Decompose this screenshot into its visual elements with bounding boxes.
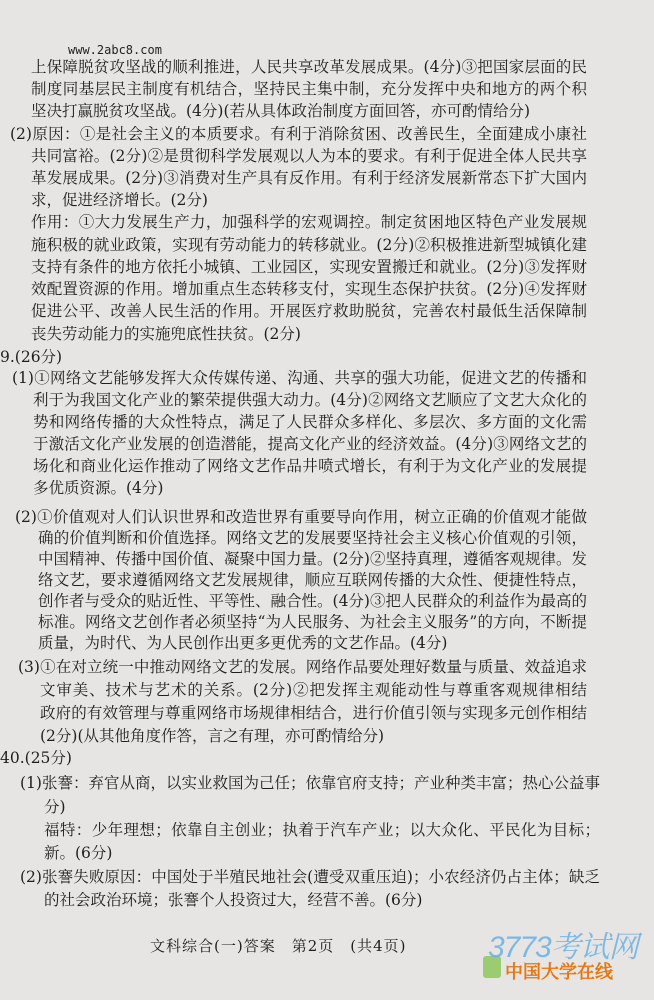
page-footer: 文科综合(一)答案 第2页 (共4页) [150, 937, 407, 955]
text-line: 坚决打赢脱贫攻坚战。(4分)(若从具体政治制度方面回答，亦可酌情给分) [31, 102, 531, 120]
text-line: 确的价值判断和价值选择。网络文艺的发展要坚持社会主义核心价值观的引领， [38, 529, 587, 547]
text-line: 质量，为时代、为人民创作出更多更优秀的文艺作品。(4分) [38, 634, 448, 652]
sub-question-heading: (1)张謇：弃官从商，以实业救国为己任；依靠官府支持；产业种类丰富；热心公益事 [20, 774, 600, 792]
text-line: 效配置资源的作用。增加重点生态转移支付，实现生态保护扶贫。(2分)④发挥财 [31, 280, 587, 298]
text-line: 势和网络传播的大众性特点，满足了人民群众多样化、多层次、多方面的文化需 [33, 413, 587, 431]
sub-question-heading: (2)①价值观对人们认识世界和改造世界有重要导向作用，树立正确的价值观才能做 [15, 508, 587, 526]
watermark-url: www.2abc8.com [68, 43, 162, 57]
text-line: 于激活文化产业发展的创造潜能，提高文化产业的经济效益。(4分)③网络文艺的 [33, 435, 587, 453]
text-line: 促进公平、改善人民生活的作用。开展医疗救助脱贫，完善农村最低生活保障制 [31, 302, 587, 320]
text-line: 福特：少年理想；依靠自主创业；执着于汽车产业；以大众化、平民化为目标； [44, 821, 600, 839]
sub-question-heading: (3)①在对立统一中推动网络文艺的发展。网络作品要处理好数量与质量、效益追求 [18, 658, 587, 676]
text-line: 求，促进经济增长。(2分) [31, 191, 208, 209]
text-line: 文审美、技术与艺术的关系。(2分)②把发挥主观能动性与尊重客观规律相结 [40, 681, 587, 699]
text-line: 施积极的就业政策，实现有劳动能力的转移就业。(2分)②积极推进新型城镇化建 [31, 236, 587, 254]
text-line: 场化和商业化运作推动了网络文艺作品井喷式增长，有利于为文化产业的发展提 [33, 457, 587, 475]
text-line: 利于为我国文化产业的繁荣提供强大动力。(4分)②网络文艺顺应了文艺大众化的 [33, 391, 587, 409]
site-logo: 3773考试网 [488, 931, 638, 964]
question-number: 9.(26分) [0, 348, 63, 366]
partner-logo: 中国大学在线 [505, 962, 613, 982]
text-line: 支持有条件的地方依托小城镇、工业园区，实现安置搬迁和就业。(2分)③发挥财 [31, 258, 587, 276]
question-number: 40.(25分) [0, 749, 72, 767]
text-line: 共同富裕。(2分)②是贯彻科学发展观以人为本的要求。有利于促进全体人民共享 [31, 147, 587, 165]
text-line: 政府的有效管理与尊重网络市场规律相结合，进行价值引领与实现多元创作相结 [40, 704, 587, 722]
text-line: 丧失劳动能力的实施兜底性扶贫。(2分) [31, 325, 301, 343]
text-line: 新。(6分) [44, 844, 113, 862]
text-line: 的社会政治环境；张謇个人投资过大，经营不善。(6分) [44, 891, 423, 909]
text-line: 制度同基层民主制度有机结合，坚持民主集中制，充分发挥中央和地方的两个积 [31, 80, 587, 98]
text-line: 创作者与受众的贴近性、平等性、融合性。(4分)③把人民群众的利益作为最高的 [38, 592, 587, 610]
sub-question-heading: (2)张謇失败原因：中国处于半殖民地社会(遭受双重压迫)；小农经济仍占主体；缺乏 [20, 868, 600, 886]
text-line: 分) [44, 798, 66, 816]
sub-question-heading: (1)①网络文艺能够发挥大众传媒传递、沟通、共享的强大功能，促进文艺的传播和 [12, 369, 587, 387]
text-line: 多优质资源。(4分) [33, 479, 164, 497]
sub-question-heading: (2)原因：①是社会主义的本质要求。有利于消除贫困、改善民生，全面建成小康社 [10, 125, 587, 143]
text-line: 革发展成果。(2分)③消费对生产具有反作用。有利于经济发展新常态下扩大国内 [31, 169, 587, 187]
text-line: 作用：①大力发展生产力，加强科学的宏观调控。制定贫困地区特色产业发展规 [31, 213, 587, 231]
text-line: 上保障脱贫攻坚战的顺利推进，人民共享改革发展成果。(4分)③把国家层面的民 [31, 58, 587, 76]
text-line: (2分)(从其他角度作答，言之有理，亦可酌情给分) [40, 727, 385, 745]
text-line: 标准。网络文艺创作者必须坚持“为人民服务、为社会主义服务”的方向，不断提 [38, 613, 587, 631]
text-line: 络文艺，要求遵循网络文艺发展规律，顺应互联网传播的大众性、便捷性特点， [38, 571, 587, 589]
text-line: 中国精神、传播中国价值、凝聚中国力量。(2分)②坚持真理，遵循客观规律。发 [38, 550, 587, 568]
